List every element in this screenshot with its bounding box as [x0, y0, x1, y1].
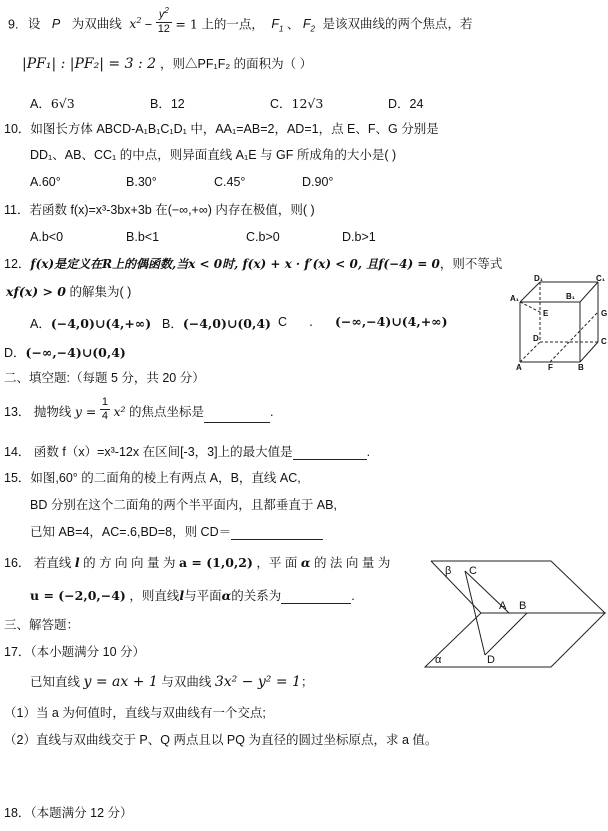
q11-option-c[interactable]: C.b>0: [246, 230, 280, 244]
q11-option-b[interactable]: B.b<1: [126, 230, 160, 244]
q9-option-b[interactable]: B．12: [150, 97, 185, 111]
q9-option-d[interactable]: D．24: [388, 97, 424, 111]
q9-line1: 9. 设 P 为双曲线 $x^2$ − $\frac{y^2}{12}$ = 1 上的一点， $F_1$ 、 $F_2$ 是该双曲线的两个焦点，若: [8, 6, 473, 35]
q9-eq-frac: $\frac{y^2}{12}$: [157, 6, 170, 35]
q15-line3: 已知 AB=4，AC=.6,BD=8，则 CD＝: [30, 525, 323, 540]
box-label-b: B: [578, 363, 584, 370]
q16-line1: 16． 若直线 l 的 方 向 向 量 为 a = (1,0,2) ，平 面 α 的 法 向 量 为: [4, 555, 391, 570]
q16-answer-blank[interactable]: [281, 603, 351, 604]
dihedral-label-d: D: [487, 654, 495, 666]
q17-line1: 已知直线 y = ax + 1 与双曲线 3x² − y² = 1；: [30, 674, 314, 690]
q10-option-d[interactable]: D.90°: [302, 175, 334, 189]
box-label-a: A: [516, 363, 522, 370]
q12-option-b[interactable]: B．(−4,0)∪(0,4): [162, 316, 271, 331]
box-label-a1: A₁: [510, 294, 520, 303]
dihedral-label-a: A: [499, 600, 507, 612]
q10-option-a[interactable]: A.60°: [30, 175, 61, 189]
q14-line: 14． 函数 f（x）=x³-12x 在区间[-3，3]上的最大值是 .: [4, 445, 371, 459]
q11-option-a[interactable]: A.b<0: [30, 230, 64, 244]
q10-option-c[interactable]: C.45°: [214, 175, 246, 189]
q15-line2: BD 分别在这个二面角的两个半平面内，且都垂直于 AB,: [30, 498, 337, 512]
box-label-d1: D₁: [534, 274, 544, 283]
q12-line1: 12．f(x)是定义在R上的偶函数,当x < 0时, f(x) + x · f′(x) < 0, 且f(−4) = 0，则不等式: [4, 257, 503, 271]
box-figure: [510, 274, 608, 370]
q13-answer-blank[interactable]: [204, 422, 270, 423]
q17-part1: （1）当 a 为何值时，直线与双曲线有一个交点;: [4, 706, 266, 720]
q12-option-c[interactable]: C . (−∞,−4)∪(4,+∞): [278, 314, 448, 329]
box-label-g: G: [601, 309, 608, 318]
dihedral-label-alpha: α: [435, 654, 442, 666]
q9-line2: |PF₁| : |PF₂| = 3 : 2 ，则△PF₁F₂ 的面积为（ ）: [22, 56, 313, 72]
dihedral-label-beta: β: [445, 565, 452, 577]
dihedral-label-c: C: [469, 565, 477, 577]
q12-line2: xf(x) > 0 的解集为( ): [6, 284, 132, 299]
box-label-c1: C₁: [596, 274, 606, 283]
section2-title: 二、填空题:（每题 5 分，共 20 分）: [4, 371, 205, 385]
q11-line1: 11．若函数 f(x)=x³-3bx+3b 在(−∞,+∞) 内存在极值，则( ): [4, 203, 315, 217]
q12-option-a[interactable]: A．(−4,0)∪(4,+∞): [30, 316, 152, 331]
q16-line2: u = (−2,0,−4) ，则直线l与平面α的关系为 .: [30, 588, 355, 603]
q15-line1: 15．如图,60° 的二面角的棱上有两点 A，B，直线 AC,: [4, 471, 301, 485]
q9-option-a[interactable]: A．6√3: [30, 96, 75, 111]
q9-eq-x: $x^2$: [129, 16, 142, 32]
q12-option-d[interactable]: D．(−∞,−4)∪(0,4): [4, 345, 126, 360]
box-label-d: D: [533, 334, 539, 343]
q17-head: 17．（本小题满分 10 分）: [4, 645, 146, 659]
box-label-b1: B₁: [566, 292, 576, 301]
q10-line2: DD₁、AB、CC₁ 的中点，则异面直线 A₁E 与 GF 所成角的大小是( ): [30, 148, 397, 162]
section3-title: 三、解答题：: [4, 618, 80, 632]
q14-answer-blank[interactable]: [293, 459, 367, 460]
box-label-f: F: [548, 363, 553, 370]
q13-line: 13． 抛物线 y = $\frac{1}{4}$ x² 的焦点坐标是 .: [4, 396, 274, 423]
q10-option-b[interactable]: B.30°: [126, 175, 157, 189]
q11-option-d[interactable]: D.b>1: [342, 230, 376, 244]
q17-part2: （2）直线与双曲线交于 P、Q 两点且以 PQ 为直径的圆过坐标原点，求 a 值。: [4, 733, 438, 747]
q9-option-c[interactable]: C．12√3: [270, 96, 324, 111]
dihedral-figure: [423, 557, 608, 669]
q10-line1: 10．如图长方体 ABCD-A₁B₁C₁D₁ 中，AA₁=AB=2，AD=1，点 E、F、G 分别是: [4, 122, 439, 136]
dihedral-label-b: B: [519, 600, 527, 612]
q18-head: 18．（本题满分 12 分）: [4, 806, 133, 820]
box-label-e: E: [543, 309, 549, 318]
q15-answer-blank[interactable]: [231, 539, 323, 540]
box-label-c: C: [601, 337, 607, 346]
